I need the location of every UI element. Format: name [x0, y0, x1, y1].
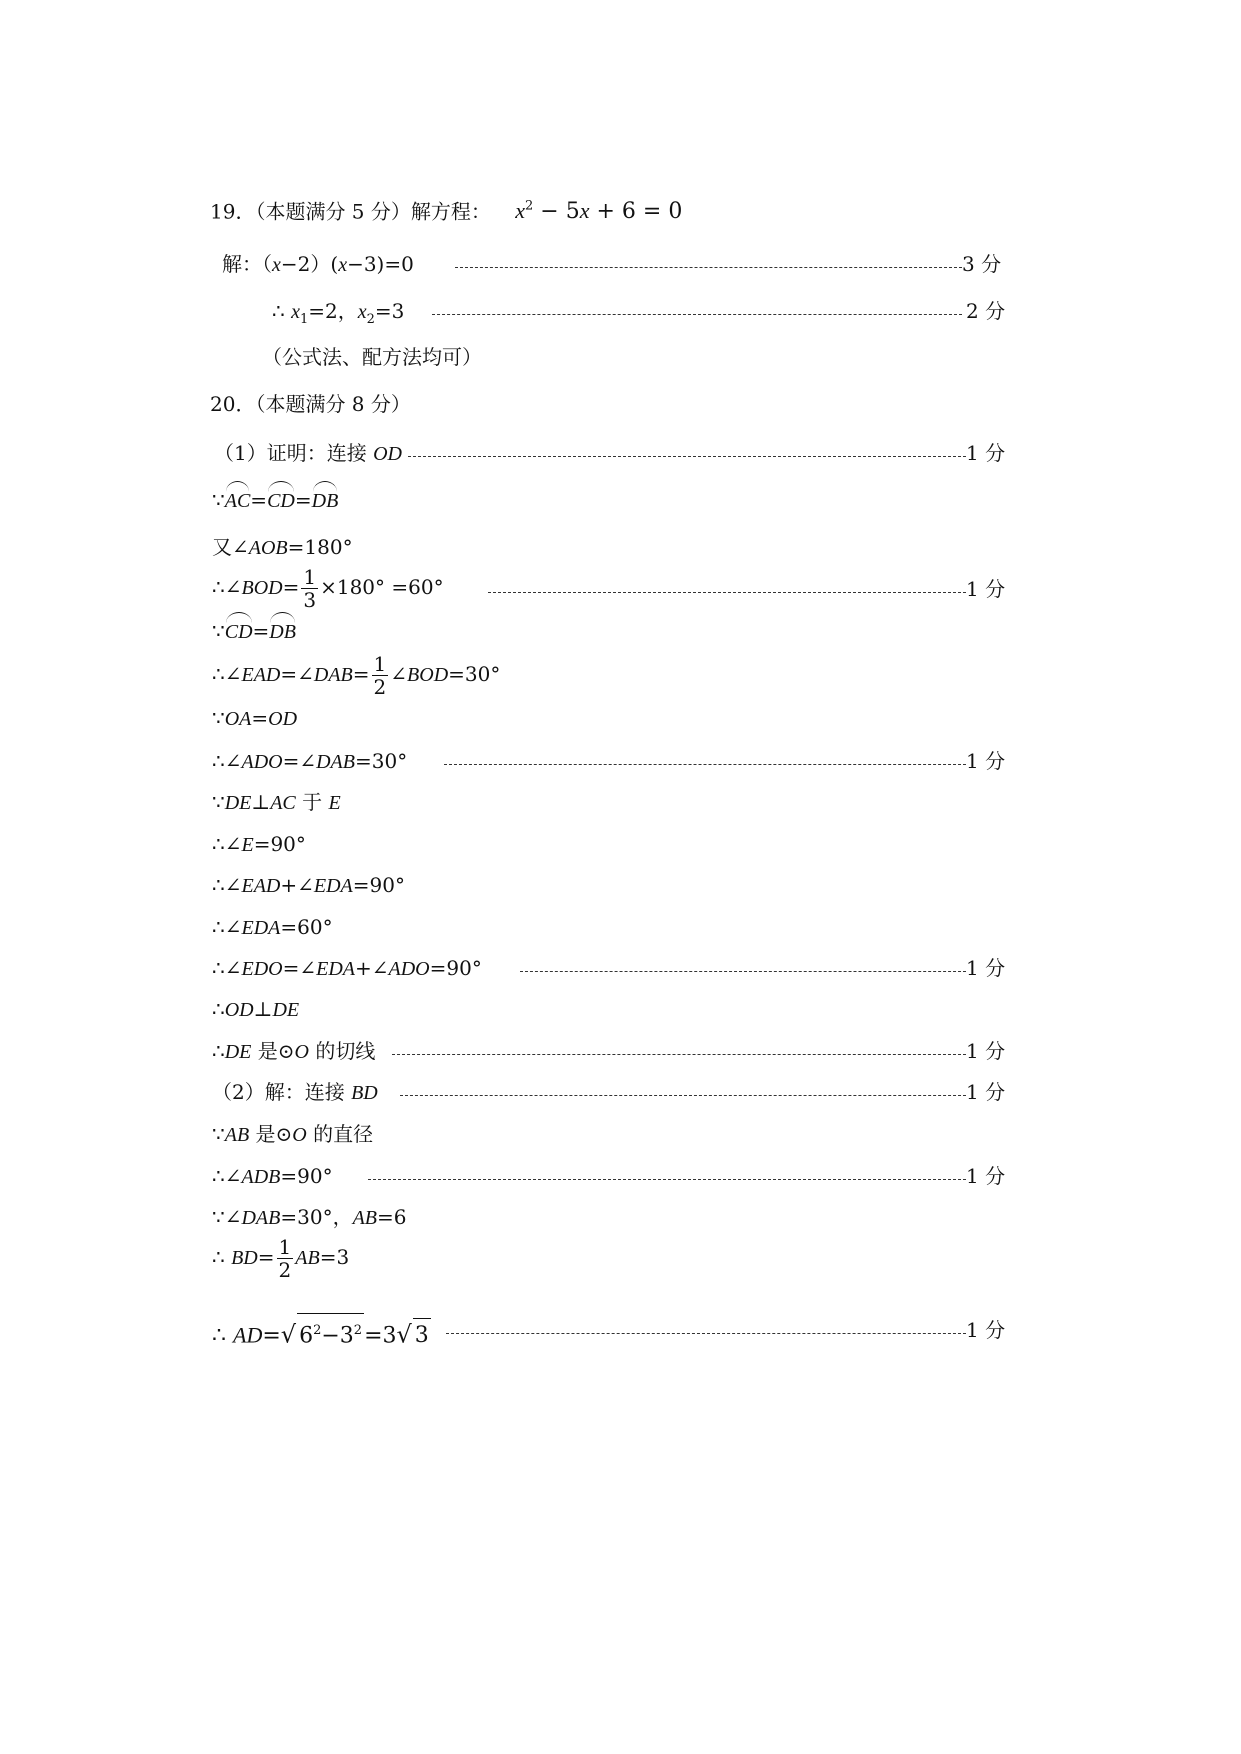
q19-step-1 [0, 247, 1241, 281]
q20-line-20: ∴ BD= $\frac{1}{2}$ AB=3 [212, 1235, 350, 1282]
q20-line-13 [0, 951, 1241, 985]
q20-line-21 [0, 1313, 1241, 1347]
q20-score: 1 分 [966, 749, 1006, 773]
arc-db: DB [269, 616, 296, 648]
q19-note: （公式法、配方法均可） [262, 345, 482, 369]
radical: $6^2-3^2$ [297, 1313, 364, 1353]
q20-line-14: ∴OD⊥DE [212, 997, 300, 1021]
q20-line-1 [0, 436, 1241, 470]
q20-score: 1 分 [966, 1318, 1006, 1342]
fraction-one-half: $\frac{1}{2}$ [278, 1235, 292, 1282]
q20-line-4 [0, 565, 1241, 612]
q20-line-12: ∴∠EDA=60° [212, 915, 333, 939]
arc-db: DB [312, 485, 339, 517]
q19-header-text: 19．（本题满分 5 分）解方程： [210, 199, 491, 224]
q20-line-19: ∵∠DAB=30°，AB=6 [212, 1205, 407, 1229]
q20-line-21-text: ∴ AD=√ $6^2-3^2=3√$ 3 [212, 1313, 431, 1353]
q20-score: 1 分 [966, 1039, 1006, 1063]
dotted-leader [368, 1179, 966, 1180]
q20-line-2: ∵AC=CD=DB [212, 484, 338, 517]
q19-score-2: 2 分 [966, 299, 1006, 323]
dotted-leader [400, 1095, 966, 1096]
q19-step-2-text: ∴ $x_1=2$，$x_2=3$ [272, 299, 405, 327]
dotted-leader [444, 764, 966, 765]
q20-score: 1 分 [966, 441, 1006, 465]
dotted-leader [408, 456, 966, 457]
dotted-leader [520, 971, 966, 972]
q20-line-10: ∴∠E=90° [212, 832, 306, 856]
q20-line-3: 又∠AOB=180° [212, 535, 353, 559]
q19-step-2 [0, 294, 1241, 328]
dotted-leader [446, 1333, 966, 1334]
q20-line-8 [0, 744, 1241, 778]
q19-equation: $x^2 - 5x + 6 = 0$ [515, 198, 683, 225]
q20-line-11: ∴∠EAD+∠EDA=90° [212, 873, 405, 897]
q20-line-15 [0, 1034, 1241, 1068]
q19-header [210, 191, 682, 228]
fraction-one-third: $\frac{1}{3}$ [303, 565, 317, 612]
q20-line-15-text: ∴DE 是⊙O 的切线 [212, 1039, 376, 1063]
q19-step-1-text: 解：（x−2）(x−3)=0 [222, 252, 414, 276]
q20-line-1-text: （1）证明：连接 OD [214, 441, 402, 465]
arc-cd: CD [225, 616, 253, 648]
q20-header: 20．（本题满分 8 分） [210, 392, 411, 416]
dotted-leader [432, 314, 962, 315]
dotted-leader [455, 267, 962, 268]
q20-score: 1 分 [966, 1164, 1006, 1188]
q20-line-9: ∵DE⊥AC 于 E [212, 790, 341, 814]
q20-line-18-text: ∴∠ADB=90° [212, 1164, 333, 1188]
q20-line-16-text: （2）解：连接 BD [212, 1080, 378, 1104]
radical: 3 [413, 1318, 431, 1353]
fraction-one-half: $\frac{1}{2}$ [373, 652, 387, 699]
q19-score-1: 3 分 [962, 252, 1002, 276]
q20-line-4-text: ∴∠BOD= $\frac{1}{3}$ ×180° =60° [212, 565, 444, 612]
q20-line-17: ∵AB 是⊙O 的直径 [212, 1122, 374, 1146]
q20-line-7: ∵OA=OD [212, 706, 298, 730]
dotted-leader [488, 592, 966, 593]
q20-line-8-text: ∴∠ADO=∠DAB=30° [212, 749, 408, 773]
q20-line-18 [0, 1159, 1241, 1193]
q20-line-5: ∵CD=DB [212, 615, 296, 648]
q20-score: 1 分 [966, 577, 1006, 601]
q20-line-6: ∴∠EAD=∠DAB= $\frac{1}{2}$ ∠BOD=30° [212, 652, 501, 699]
arc-ac: AC [225, 485, 251, 517]
q20-score: 1 分 [966, 956, 1006, 980]
arc-cd: CD [267, 485, 295, 517]
q20-score: 1 分 [966, 1080, 1006, 1104]
dotted-leader [392, 1054, 966, 1055]
q20-line-16 [0, 1075, 1241, 1109]
q20-line-13-text: ∴∠EDO=∠EDA+∠ADO=90° [212, 956, 482, 980]
